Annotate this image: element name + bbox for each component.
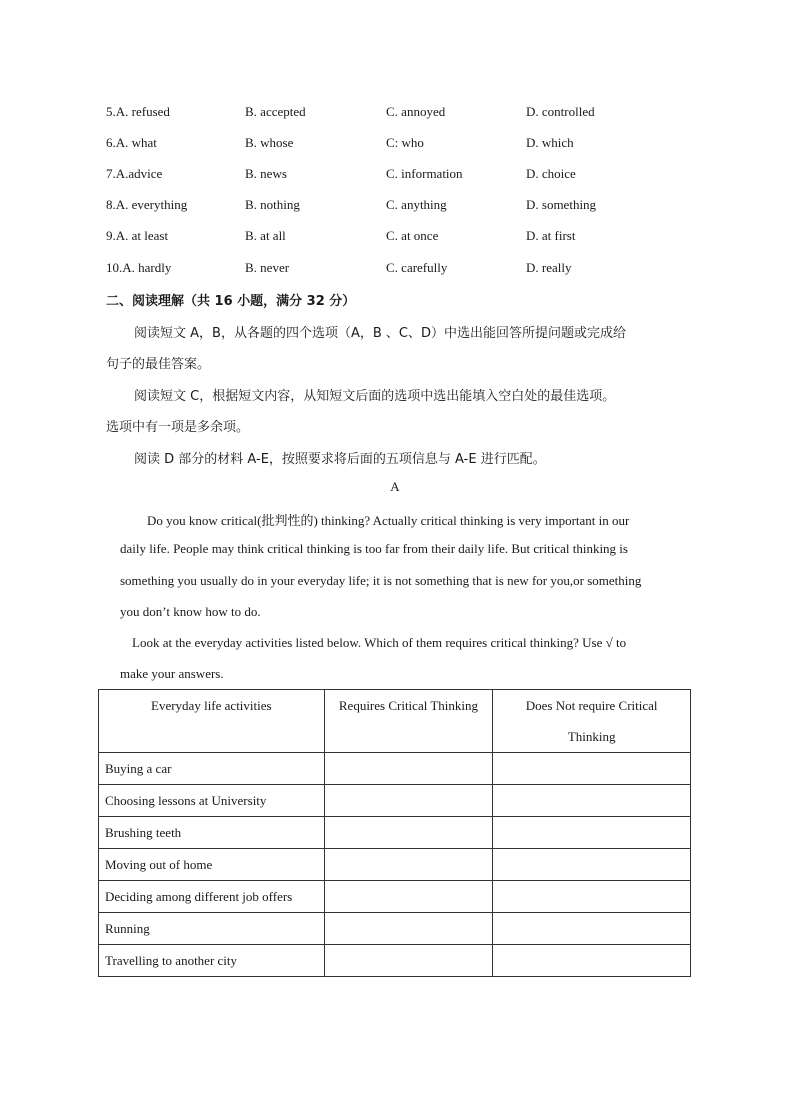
instruction-c-line1: 阅读短文 C，根据短文内容，从知短文后面的选项中选出能填入空白处的最佳选项。 <box>134 389 616 404</box>
not-require-answer-cell[interactable] <box>493 945 691 977</box>
option-a: 9.A. at least <box>106 228 169 243</box>
option-b: B. news <box>245 166 287 181</box>
header-requires: Requires Critical Thinking <box>324 690 493 753</box>
option-b: B. at all <box>245 228 286 243</box>
not-require-answer-cell[interactable] <box>493 849 691 881</box>
requires-answer-cell[interactable] <box>324 913 493 945</box>
not-require-answer-cell[interactable] <box>493 913 691 945</box>
instruction-ab-line2: 句子的最佳答案。 <box>106 357 211 372</box>
option-a: 7.A.advice <box>106 166 163 181</box>
table-row <box>99 881 691 913</box>
requires-answer-cell[interactable] <box>324 785 493 817</box>
option-c: C. carefully <box>386 260 448 275</box>
option-row-9 <box>0 228 790 248</box>
option-row-6 <box>0 135 790 155</box>
option-d: D. at first <box>526 228 576 243</box>
header-does-not-require <box>493 690 691 753</box>
option-a: 5.A. refused <box>106 104 170 119</box>
table-header-row <box>99 690 691 753</box>
passage-line: daily life. People may think critical thinking is too far from their daily life. But critical thinking is <box>120 541 628 556</box>
passage-line: you don’t know how to do. <box>120 604 261 619</box>
passage-line: something you usually do in your everyday life; it is not something that is new for you,or something <box>120 573 642 588</box>
option-c: C. information <box>386 166 463 181</box>
option-b: B. accepted <box>245 104 306 119</box>
instruction-d: 阅读 D 部分的材料 A-E，按照要求将后面的五项信息与 A-E 进行匹配。 <box>134 452 546 467</box>
option-d: D. choice <box>526 166 576 181</box>
option-row-10 <box>0 260 790 280</box>
option-a: 8.A. everything <box>106 197 188 212</box>
requires-answer-cell[interactable] <box>324 945 493 977</box>
option-d: D. which <box>526 135 574 150</box>
header-does-not-require-line1: Does Not require Critical <box>525 698 658 713</box>
header-activities: Everyday life activities <box>99 690 325 753</box>
activity-cell: Deciding among different job offers <box>99 881 325 913</box>
activities-table <box>98 689 691 977</box>
instruction-ab-line1: 阅读短文 A，B，从各题的四个选项（A，B 、C、D）中选出能回答所提问题或完成给 <box>134 326 626 341</box>
not-require-answer-cell[interactable] <box>493 817 691 849</box>
table-row <box>99 849 691 881</box>
passage-line: Look at the everyday activities listed below. Which of them requires critical thinking? Use √ to <box>132 635 627 650</box>
activity-cell: Buying a car <box>99 753 325 785</box>
table-row <box>99 913 691 945</box>
option-c: C: who <box>386 135 424 150</box>
table-row <box>99 785 691 817</box>
passage-title: A <box>390 479 400 494</box>
option-c: C. at once <box>386 228 439 243</box>
option-b: B. whose <box>245 135 294 150</box>
option-row-5 <box>0 104 790 124</box>
activity-cell: Travelling to another city <box>99 945 325 977</box>
table-row <box>99 945 691 977</box>
option-d: D. something <box>526 197 597 212</box>
not-require-answer-cell[interactable] <box>493 753 691 785</box>
option-a: 6.A. what <box>106 135 157 150</box>
activity-cell: Brushing teeth <box>99 817 325 849</box>
option-d: D. controlled <box>526 104 595 119</box>
option-b: B. nothing <box>245 197 300 212</box>
not-require-answer-cell[interactable] <box>493 881 691 913</box>
requires-answer-cell[interactable] <box>324 881 493 913</box>
option-c: C. annoyed <box>386 104 446 119</box>
header-does-not-require-line2: Thinking <box>567 729 616 744</box>
option-c: C. anything <box>386 197 447 212</box>
option-row-7 <box>0 166 790 186</box>
activity-cell: Choosing lessons at University <box>99 785 325 817</box>
option-a: 10.A. hardly <box>106 260 172 275</box>
table-row <box>99 753 691 785</box>
requires-answer-cell[interactable] <box>324 849 493 881</box>
option-row-8 <box>0 197 790 217</box>
option-b: B. never <box>245 260 290 275</box>
requires-answer-cell[interactable] <box>324 753 493 785</box>
activity-cell: Running <box>99 913 325 945</box>
option-d: D. really <box>526 260 572 275</box>
instruction-c-line2: 选项中有一项是多余项。 <box>106 420 250 435</box>
activity-cell: Moving out of home <box>99 849 325 881</box>
passage-line: make your answers. <box>120 666 224 681</box>
table-row <box>99 817 691 849</box>
not-require-answer-cell[interactable] <box>493 785 691 817</box>
passage-line: Do you know critical(批判性的) thinking? Actually critical thinking is very important in our <box>147 513 630 528</box>
section-heading: 二、阅读理解（共 16 小题，满分 32 分） <box>106 294 356 309</box>
requires-answer-cell[interactable] <box>324 817 493 849</box>
